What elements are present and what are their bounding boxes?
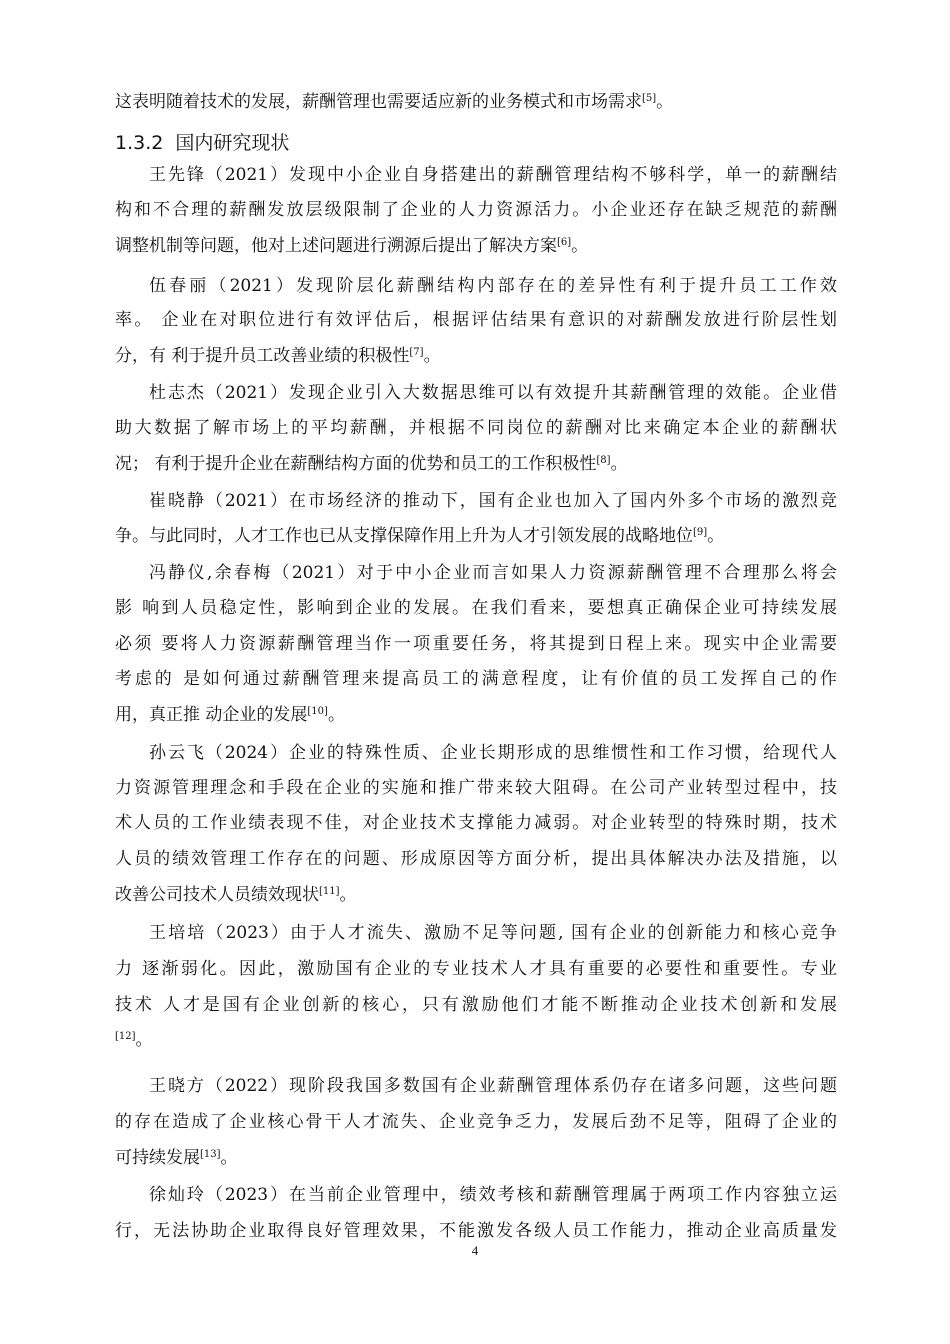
- text-line: [115, 993, 837, 1017]
- line-text: 必须 要将人力资源薪酬管理当作一项重要任务，将其提到日程上来。现实中企业需要: [115, 634, 837, 654]
- line-text: 力 逐渐弱化。因此，激励国有企业的专业技术人才具有重要的必要性和重要性。专业: [115, 959, 837, 979]
- line-text: 的存在造成了企业核心骨干人才流失、企业竞争乏力，发展后劲不足等，阻碍了企业的: [115, 1112, 837, 1132]
- text-line: [115, 1219, 837, 1243]
- line-text: 人员的绩效管理工作存在的问题、形成原因等方面分析，提出具体解决办法及措施，以: [115, 849, 837, 869]
- section-title: 国内研究现状: [175, 132, 290, 154]
- text-line: [115, 596, 837, 620]
- line-end-punct: 。: [220, 1148, 238, 1168]
- text-line: [115, 416, 837, 440]
- section-number: 1.3.2: [115, 132, 164, 154]
- citation-ref: [6]: [557, 237, 572, 248]
- line-end-punct: 。: [423, 346, 441, 366]
- text-line: [115, 776, 837, 800]
- citation-ref: [10]: [307, 706, 328, 717]
- line-text: 助大数据了解市场上的平均薪酬，并根据不同岗位的薪酬对比来确定本企业的薪酬状: [115, 418, 837, 438]
- line-text: 王先锋（2021）发现中小企业自身搭建出的薪酬管理结构不够科学，单一的薪酬结: [149, 165, 837, 185]
- page-number: 4: [471, 1243, 479, 1258]
- citation-ref: [8]: [596, 455, 611, 466]
- text-line: [115, 703, 837, 727]
- line-end-punct: 。: [135, 1030, 153, 1050]
- line-text: 可持续发展: [115, 1148, 200, 1168]
- text-line: [115, 234, 837, 258]
- citation-ref: [9]: [693, 527, 708, 538]
- line-text: 考虑的 是如何通过薪酬管理来提高员工的满意程度，让有价值的员工发挥自己的作: [115, 669, 837, 689]
- text-line: [115, 847, 837, 871]
- line-text: 改善公司技术人员绩效现状: [115, 885, 319, 905]
- line-text: 杜志杰（2021）发现企业引入大数据思维可以有效提升其薪酬管理的效能。企业借: [149, 383, 837, 403]
- text-line: [115, 1028, 837, 1052]
- text-line: [115, 1110, 837, 1134]
- line-end-punct: 。: [610, 454, 628, 474]
- line-text: 冯静仪,余春梅（2021）对于中小企业而言如果人力资源薪酬管理不合理那么将会: [149, 563, 837, 583]
- text-line: [115, 741, 837, 765]
- text-line: [115, 811, 837, 835]
- text-line: [115, 921, 837, 945]
- line-text: 争。与此同时，人才工作也已从支撑保障作用上升为人才引领发展的战略地位: [115, 526, 693, 546]
- text-line: [115, 883, 837, 907]
- line-end-punct: 。: [656, 92, 674, 112]
- line-text: 崔晓静（2021）在市场经济的推动下，国有企业也加入了国内外多个市场的激烈竞: [149, 491, 837, 511]
- line-text: 影 响到人员稳定性，影响到企业的发展。在我们看来，要想真正确保企业可持续发展: [115, 598, 837, 618]
- line-end-punct: 。: [571, 236, 589, 256]
- section-heading: [115, 130, 289, 156]
- text-line: [115, 163, 837, 187]
- text-line: [115, 274, 837, 298]
- line-text: 王晓方（2022）现阶段我国多数国有企业薪酬管理体系仍存在诸多问题，这些问题: [149, 1076, 837, 1096]
- line-text: 这表明随着技术的发展，薪酬管理也需要适应新的业务模式和市场需求: [115, 92, 642, 112]
- text-line: [115, 344, 837, 368]
- line-text: 用，真正推 动企业的发展: [115, 705, 308, 725]
- line-end-punct: 。: [327, 705, 345, 725]
- citation-ref: [13]: [200, 1149, 221, 1160]
- line-text: 分，有 利于提升员工改善业绩的积极性: [115, 346, 410, 366]
- text-line: [115, 561, 837, 585]
- line-text: 术人员的工作业绩表现不佳，对企业技术支撑能力减弱。对企业转型的特殊时期，技术: [115, 813, 837, 833]
- text-line: [115, 308, 837, 332]
- line-end-punct: 。: [339, 885, 357, 905]
- text-line: [115, 524, 837, 548]
- citation-ref: [12]: [115, 1031, 136, 1042]
- text-line: [115, 1074, 837, 1098]
- text-line: [115, 667, 837, 691]
- line-text: 调整机制等问题，他对上述问题进行溯源后提出了解决方案: [115, 236, 557, 256]
- line-text: 技术 人才是国有企业创新的核心，只有激励他们才能不断推动企业技术创新和发展: [115, 995, 837, 1015]
- text-line: [115, 957, 837, 981]
- citation-ref: [5]: [642, 93, 657, 104]
- text-line: [115, 90, 837, 114]
- line-text: 王培培（2023）由于人才流失、激励不足等问题, 国有企业的创新能力和核心竞争: [149, 923, 837, 943]
- text-line: [115, 632, 837, 656]
- line-text: 孙云飞（2024）企业的特殊性质、企业长期形成的思维惯性和工作习惯，给现代人: [149, 743, 837, 763]
- text-line: [115, 198, 837, 222]
- line-text: 伍春丽（2021）发现阶层化薪酬结构内部存在的差异性有利于提升员工工作效: [149, 276, 837, 296]
- text-line: [115, 381, 837, 405]
- text-line: [115, 1183, 837, 1207]
- text-line: [115, 452, 837, 476]
- line-text: 行，无法协助企业取得良好管理效果，不能激发各级人员工作能力，推动企业高质量发: [115, 1221, 837, 1241]
- text-line: [115, 1146, 837, 1170]
- text-line: [115, 489, 837, 513]
- line-text: 徐灿玲（2023）在当前企业管理中，绩效考核和薪酬管理属于两项工作内容独立运: [149, 1185, 837, 1205]
- line-text: 构和不合理的薪酬发放层级限制了企业的人力资源活力。小企业还存在缺乏规范的薪酬: [115, 200, 837, 220]
- citation-ref: [11]: [319, 886, 340, 897]
- line-text: 力资源管理理念和手段在企业的实施和推广带来较大阻碍。在公司产业转型过程中，技: [115, 778, 837, 798]
- line-end-punct: 。: [707, 526, 725, 546]
- line-text: 况； 有利于提升企业在薪酬结构方面的优势和员工的工作积极性: [115, 454, 597, 474]
- line-text: 率。 企业在对职位进行有效评估后，根据评估结果有意识的对薪酬发放进行阶层性划: [115, 310, 837, 330]
- citation-ref: [7]: [409, 347, 424, 358]
